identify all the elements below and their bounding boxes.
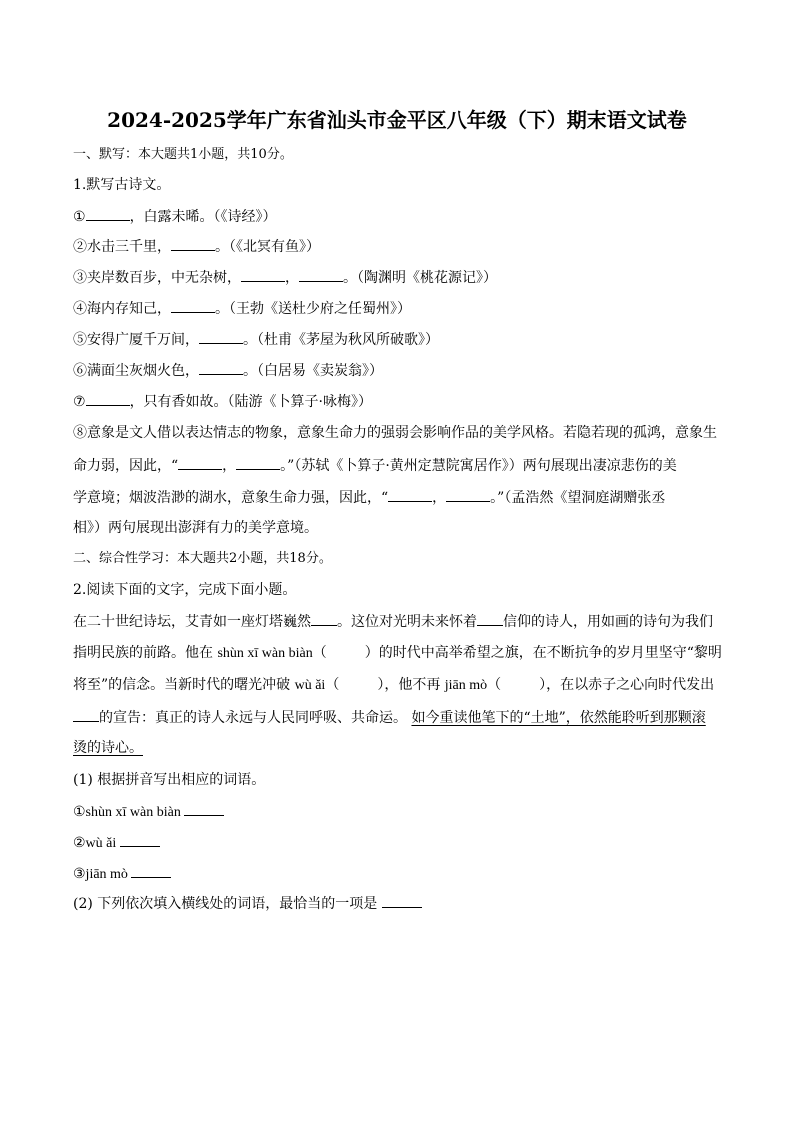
- passage-line-3: 将至”的信念。当新时代的曙光冲破 wù ǎi（ ），他不再 jiān mò（ ），在以赤子之心向时代发出: [73, 677, 715, 693]
- answer-blank[interactable]: [73, 707, 99, 722]
- answer-blank[interactable]: [446, 487, 490, 502]
- answer-blank[interactable]: [86, 391, 130, 406]
- answer-blank[interactable]: [311, 611, 337, 626]
- question-2-stem: 2.阅读下面的文字，完成下面小题。: [73, 582, 297, 598]
- answer-blank[interactable]: [184, 801, 224, 816]
- answer-blank[interactable]: [120, 832, 160, 847]
- pinyin-text: shùn xī wàn biàn: [217, 646, 313, 661]
- answer-blank[interactable]: [241, 267, 285, 282]
- answer-blank[interactable]: [382, 893, 422, 908]
- subquestion-1: (1) 根据拼音写出相应的词语。: [73, 772, 266, 788]
- question-1-item-8-line-3: 学意境；烟波浩渺的湖水，意象生命力强，因此，“ ， 。”（孟浩然《望洞庭湖赠张丞: [73, 487, 665, 508]
- question-1-item-7: ⑦ ，只有香如故。（陆游《卜算子·咏梅》）: [73, 391, 372, 412]
- passage-line-4: 的宣告：真正的诗人永远与人民同呼吸、共命运。 如今重读他笔下的“土地”，依然能聆听到那颗滚: [73, 707, 706, 728]
- answer-blank[interactable]: [299, 267, 343, 282]
- passage-line-1: 在二十世纪诗坛，艾青如一座灯塔巍然 。这位对光明未来怀着 信仰的诗人，用如画的诗句为我们: [73, 611, 713, 632]
- page-title: 2024-2025学年广东省汕头市金平区八年级（下）期末语文试卷: [107, 108, 687, 132]
- question-1-item-6: ⑥满面尘灰烟火色， 。（白居易《卖炭翁》）: [73, 360, 383, 381]
- answer-blank[interactable]: [236, 455, 280, 470]
- answer-blank[interactable]: [86, 206, 130, 221]
- answer-blank[interactable]: [199, 360, 243, 375]
- answer-blank[interactable]: [199, 329, 243, 344]
- answer-blank[interactable]: [388, 487, 432, 502]
- answer-blank[interactable]: [171, 298, 215, 313]
- question-1-item-8-line-1: ⑧意象是文人借以表达情志的物象，意象生命力的强弱会影响作品的美学风格。若隐若现的孤鸿，意象生: [73, 425, 717, 441]
- answer-blank[interactable]: [131, 863, 171, 878]
- question-1-stem: 1.默写古诗文。: [73, 177, 171, 193]
- question-1-item-2: ②水击三千里， 。（《北冥有鱼》）: [73, 236, 320, 257]
- answer-blank[interactable]: [178, 455, 222, 470]
- passage-line-5: [73, 738, 143, 758]
- subquestion-2: (2) 下列依次填入横线处的词语，最恰当的一项是: [73, 893, 422, 914]
- question-1-item-8-line-4: 相》）两句展现出澎湃有力的美学意境。: [73, 520, 318, 536]
- question-1-item-8-line-2: 命力弱，因此，“ ， 。”（苏轼《卜算子·黄州定慧院寓居作》）两句展现出凄凉悲伤的美: [73, 455, 677, 476]
- subquestion-1-item-c: ③jiān mò: [73, 863, 171, 885]
- section-header-2: 二、综合性学习：本大题共2小题，共18分。: [73, 551, 332, 566]
- section-header-1: 一、默写：本大题共1小题，共10分。: [73, 147, 293, 162]
- subquestion-1-item-b: ②wù ǎi: [73, 832, 160, 854]
- pinyin-text: wù ǎi: [294, 678, 326, 693]
- underlined-sentence: 如今重读他笔下的“土地”，依然能聆听到那颗滚: [411, 710, 706, 726]
- question-1-item-5: ⑤安得广厦千万间， 。（杜甫《茅屋为秋风所破歌》）: [73, 329, 439, 350]
- answer-blank[interactable]: [171, 236, 215, 251]
- subquestion-1-item-a: ①shùn xī wàn biàn: [73, 801, 224, 823]
- answer-blank[interactable]: [477, 611, 503, 626]
- question-1-item-4: ④海内存知己， 。（王勃《送杜少府之任蜀州》）: [73, 298, 411, 319]
- underlined-sentence: 烫的诗心。: [73, 740, 143, 756]
- question-1-item-3: ③夹岸数百步，中无杂树， ， 。（陶渊明《桃花源记》）: [73, 267, 497, 288]
- question-1-item-1: ① ，白露未晞。（《诗经》）: [73, 206, 277, 227]
- pinyin-text: jiān mò: [444, 678, 488, 693]
- passage-line-2: 指明民族的前路。他在 shùn xī wàn biàn（ ）的时代中高举希望之旗，在不断抗争的岁月里坚守“黎明: [73, 645, 722, 661]
